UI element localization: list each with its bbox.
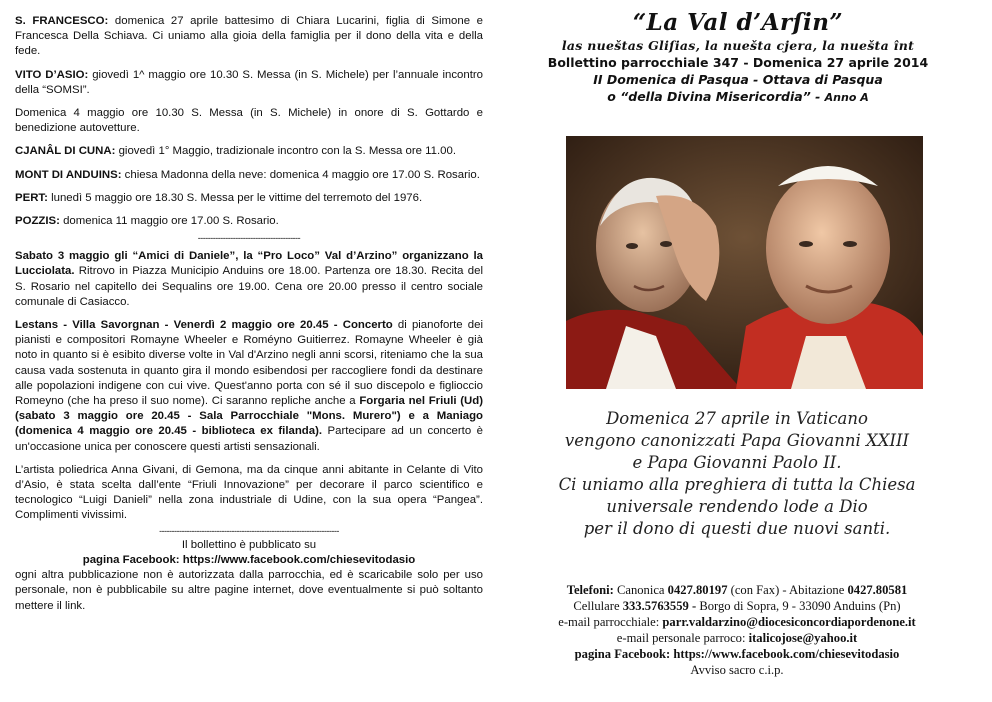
notice-label: PERT: (15, 191, 48, 204)
notice-mont (15, 168, 483, 183)
notice-text: giovedì 1^ maggio ore 10.30 S. Messa (in S. Michele) per l’annuale incontro della “SOMSI”. (15, 68, 483, 96)
email-parish-label: e-mail parrocchiale: (558, 615, 663, 629)
notice-bold-text: Forgaria nel Friuli (Ud) (sabato 3 maggio ore 20.45 - Sala Parrocchiale "Mons. Murero") e a Maniago (domenica 4 maggio ore 20.45 - biblioteca ex filanda). (15, 395, 484, 438)
canonization-line: Ci uniamo alla preghiera di tutta la Chiesa (558, 475, 916, 494)
divine-mercy-text: o “della Divina Misericordia” - (607, 89, 825, 104)
disclaimer: ogni altra pubblicazione non è autorizzata dalla parrocchia, ed è scaricabile solo per uso personale, non è pubblicabile su altre pagine internet, dove eventualmente si può soltanto mettere il link. (15, 569, 483, 612)
mobile-line (516, 598, 958, 614)
notice-label: POZZIS: (15, 215, 60, 228)
notice-text: chiesa Madonna della neve: domenica 4 maggio ore 17.00 S. Rosario. (121, 168, 480, 181)
divine-mercy-line (500, 88, 976, 106)
notice-lucciolata (15, 249, 483, 310)
notice-label: CJANÂL DI CUNA: (15, 145, 116, 158)
canonization-line: e Papa Giovanni Paolo II. (632, 453, 842, 472)
canonization-line: per il dono di questi due nuovi santi. (583, 519, 891, 538)
mobile-number[interactable]: 333.5763559 - (622, 599, 697, 613)
bulletin-subtitle: las nueštas Gliſias, la nuešta cjera, la nuešta înt (561, 38, 915, 53)
notice-pozzis (15, 214, 483, 229)
phone-canonica[interactable]: 0427.80197 (667, 583, 728, 597)
liturgical-year: Anno A (824, 91, 869, 104)
email-parish[interactable]: parr.valdarzino@diocesiconcordiapordenone.it (662, 615, 916, 629)
facebook-contact[interactable] (516, 646, 958, 662)
notice-vito-asio (15, 68, 483, 98)
notice-text: domenica 27 aprile battesimo di Chiara Lucarini, figlia di Simone e Francesca Della Schiava. Ci uniamo alla gioia della famiglia per il dono della vita e della fede. (15, 15, 483, 58)
published-note: Il bollettino è pubblicato su (181, 538, 317, 551)
canonization-line: universale rendendo lode a Dio (606, 497, 868, 516)
address: Borgo di Sopra, 9 - 33090 Anduins (Pn) (696, 599, 901, 613)
notice-text: domenica 11 maggio ore 17.00 S. Rosario. (59, 215, 279, 228)
notice-label: VITO D’ASIO: (15, 68, 89, 81)
canonization-line: vengono canonizzati Papa Giovanni XXIII (564, 431, 910, 450)
contacts-block (516, 582, 958, 678)
phone-fax-label: (con Fax) - Abitazione (727, 583, 848, 597)
notice-text: Ritrovo in Piazza Municipio Anduins ore 18.00. Partenza ore 18.30. Recita del S. Rosario nel capitello dei Sequalins ore 19.00. Cena ore 20.00 presso il centro sociale comunale di Casiacco. (15, 265, 483, 308)
notice-text: lunedì 5 maggio ore 18.30 S. Messa per le vittime del terremoto del 1976. (47, 191, 423, 204)
separator: ----------------------------------------- (197, 233, 301, 244)
facebook-contact-text: pagina Facebook: https://www.facebook.com/chiesevitodasio (574, 647, 900, 661)
notice-text: Partecipare ad un concerto è un'occasione unica per conoscere questi artisti sensazionali. (15, 425, 483, 453)
notice-cjanal (15, 144, 483, 159)
phone-canonica-label: Canonica (613, 583, 668, 597)
email-personal-line (516, 630, 958, 646)
email-personal-label: e-mail personale parroco: (616, 631, 749, 645)
notice-vito-asio-2: Domenica 4 maggio ore 10.30 S. Messa (in S. Michele) in onore di S. Gottardo e benedizione autovetture. (15, 107, 483, 135)
facebook-link[interactable] (15, 553, 483, 568)
liturgical-sunday: II Domenica di Pasqua - Ottava di Pasqua (593, 72, 883, 87)
notice-concerto (15, 318, 483, 455)
notice-label: Lestans - Villa Savorgnan - Venerdì 2 maggio ore 20.45 - Concerto (15, 319, 393, 332)
notice-label: S. FRANCESCO: (15, 15, 109, 27)
notice-label: Sabato 3 maggio gli “Amici di Daniele”, la “Pro Loco” Val d’Arzino” organizzano la Lucciolata. (15, 250, 483, 278)
phones-line (516, 582, 958, 598)
notice-text: di pianoforte dei pianisti e compositori Romayne Wheeler e Roméyno Guitierrez. Romayne Wheeler è già noto in quanto si è esibito diverse volte in Val d'Arzino negli anni scorsi, riteniamo che la sua causa vada sostenuta in quanto gira il mondo esibendosi per raccogliere fondi da destinare alle popolazioni indigene con cui vive. Quest'anno porta con sé il suo discepolo e figlioccio Romeyno (che ha preso il suo nome). Ci saranno repliche anche a (15, 319, 483, 408)
email-personal[interactable]: italicojose@yahoo.it (748, 631, 858, 645)
left-column (15, 14, 483, 622)
facebook-text: pagina Facebook: https://www.facebook.com/chiesevitodasio (82, 553, 416, 566)
bulletin-title: “La Val d’Arſin” (632, 9, 844, 36)
email-parish-line (516, 614, 958, 630)
phones-label: Telefoni: (566, 583, 614, 597)
separator: ------------------------------------------------------------------------ (159, 525, 339, 536)
notice-pert (15, 191, 483, 206)
notice-text: giovedì 1° Maggio, tradizionale incontro con la S. Messa ore 11.00. (115, 145, 456, 158)
popes-photo-illustration (566, 136, 923, 389)
notice-label: MONT DI ANDUINS: (15, 168, 122, 181)
avviso-sacro: Avviso sacro c.i.p. (690, 663, 784, 677)
canonization-line: Domenica 27 aprile in Vaticano (606, 409, 868, 428)
notice-artista: L’artista poliedrica Anna Givani, di Gemona, ma da cinque anni abitante in Celante di Vito d’Asio, è stata scelta dall’ente “Friuli Innovazione” per decorare il parco scientifico e tecnologico “Luigi Danieli” nella zona industriale di Udine, con la sua opera “Pangea”. Complimenti vivissimi. (15, 463, 483, 522)
masthead (500, 10, 976, 106)
phone-abitazione[interactable]: 0427.80581 (847, 583, 908, 597)
canonization-announcement (514, 408, 960, 540)
popes-photo (566, 136, 923, 389)
mobile-label: Cellulare (573, 599, 623, 613)
bulletin-number-date: Bollettino parrocchiale 347 - Domenica 27 aprile 2014 (547, 55, 929, 70)
notice-s-francesco (15, 14, 483, 60)
